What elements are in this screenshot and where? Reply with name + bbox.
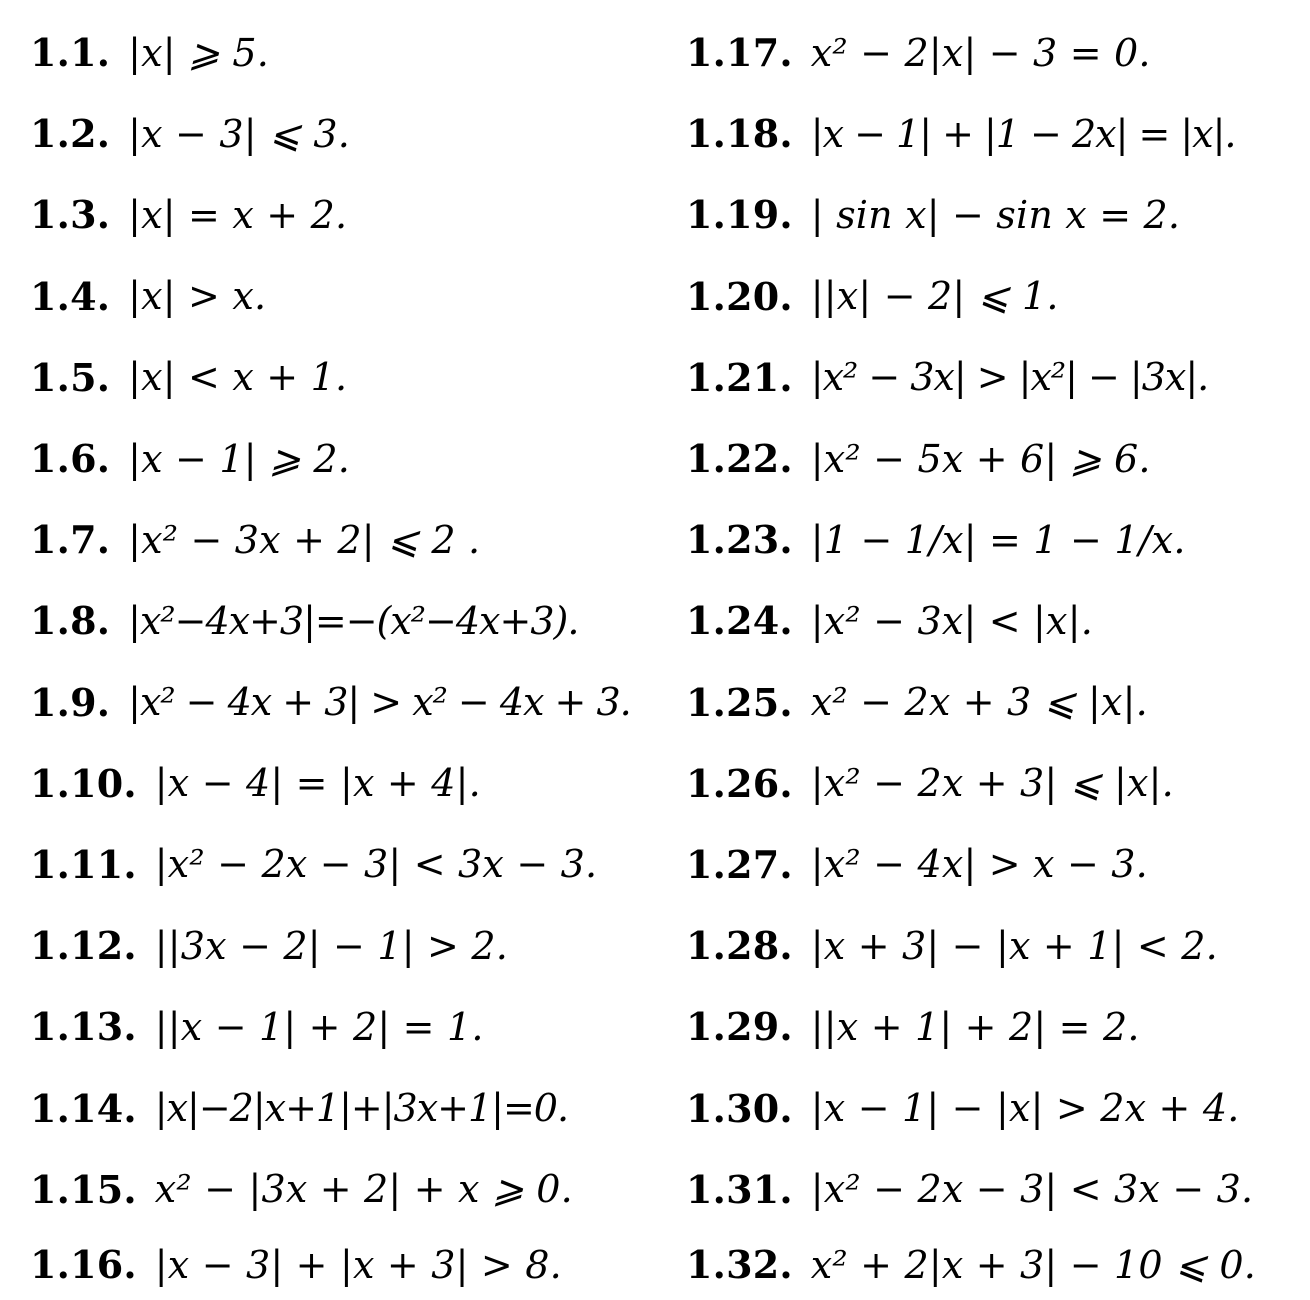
problem-number: 1.5. <box>30 354 111 400</box>
problem-item <box>30 905 680 986</box>
problem-item <box>30 256 680 337</box>
problem-item <box>30 418 680 499</box>
problem-item <box>30 743 680 824</box>
problem-expression: ||x − 1| + 2| = 1. <box>154 1004 484 1049</box>
problem-expression: |x² − 2x − 3| < 3x − 3. <box>154 842 598 887</box>
problem-number: 1.15. <box>30 1166 137 1212</box>
problem-item <box>30 93 680 174</box>
problem-item <box>686 256 1296 337</box>
problem-number: 1.14. <box>30 1085 137 1131</box>
problem-expression: | sin x| − sin x = 2. <box>810 192 1181 237</box>
problem-expression: x² + 2|x + 3| − 10 ⩽ 0. <box>810 1242 1257 1287</box>
problem-expression: |x − 1| + |1 − 2x| = |x|. <box>810 111 1236 156</box>
problem-number: 1.9. <box>30 679 111 725</box>
problem-number: 1.16. <box>30 1242 137 1288</box>
problem-item <box>30 662 680 743</box>
problem-number: 1.13. <box>30 1004 137 1050</box>
problem-number: 1.26. <box>686 760 793 806</box>
problem-item <box>686 1067 1296 1148</box>
problem-expression: x² − 2x + 3 ⩽ |x|. <box>810 680 1148 725</box>
problem-number: 1.2. <box>30 111 111 157</box>
problem-item <box>686 337 1296 418</box>
problem-number: 1.28. <box>686 923 793 969</box>
problem-item <box>686 499 1296 580</box>
problem-number: 1.30. <box>686 1085 793 1131</box>
problem-expression: |x² − 2x − 3| < 3x − 3. <box>810 1167 1254 1212</box>
problem-item <box>686 1149 1296 1230</box>
problem-number: 1.32. <box>686 1242 793 1288</box>
problem-expression: |x| < x + 1. <box>128 355 348 400</box>
problem-item <box>30 499 680 580</box>
problem-expression: |x²−4x+3|=−(x²−4x+3). <box>128 598 579 643</box>
problem-expression: |x − 3| + |x + 3| > 8. <box>154 1242 562 1287</box>
problem-number: 1.12. <box>30 923 137 969</box>
problem-number: 1.24. <box>686 598 793 644</box>
problem-number: 1.6. <box>30 436 111 482</box>
problem-number: 1.4. <box>30 273 111 319</box>
problem-number: 1.17. <box>686 30 793 76</box>
problem-item <box>686 905 1296 986</box>
problem-number: 1.27. <box>686 841 793 887</box>
problem-item <box>30 1149 680 1230</box>
problem-expression: |1 − 1/x| = 1 − 1/x. <box>810 517 1186 562</box>
problem-item <box>30 580 680 661</box>
problem-item <box>686 174 1296 255</box>
problem-expression: |x + 3| − |x + 1| < 2. <box>810 923 1218 968</box>
problem-number: 1.21. <box>686 354 793 400</box>
problem-column-right <box>686 12 1296 1300</box>
problem-expression: |x² − 4x| > x − 3. <box>810 842 1148 887</box>
problem-number: 1.20. <box>686 273 793 319</box>
problem-item <box>686 824 1296 905</box>
problem-expression: |x| > x. <box>128 274 267 319</box>
problem-expression: |x² − 5x + 6| ⩾ 6. <box>810 436 1151 481</box>
problem-number: 1.22. <box>686 436 793 482</box>
problem-item <box>686 93 1296 174</box>
problem-number: 1.3. <box>30 192 111 238</box>
problem-item <box>686 418 1296 499</box>
problem-number: 1.18. <box>686 111 793 157</box>
problem-number: 1.1. <box>30 30 111 76</box>
problem-expression: |x² − 3x| > |x²| − |3x|. <box>810 355 1209 400</box>
problem-number: 1.7. <box>30 517 111 563</box>
problem-expression: x² − |3x + 2| + x ⩾ 0. <box>154 1167 573 1212</box>
problem-expression: |x² − 2x + 3| ⩽ |x|. <box>810 761 1174 806</box>
problem-expression: |x² − 3x + 2| ⩽ 2 . <box>128 517 481 562</box>
problem-number: 1.23. <box>686 517 793 563</box>
problem-column-left <box>30 12 680 1300</box>
problem-item <box>30 337 680 418</box>
problem-expression: ||x| − 2| ⩽ 1. <box>810 274 1059 319</box>
problem-expression: |x − 4| = |x + 4|. <box>154 761 481 806</box>
problem-number: 1.31. <box>686 1166 793 1212</box>
problem-item <box>30 174 680 255</box>
problem-number: 1.19. <box>686 192 793 238</box>
problem-item <box>686 580 1296 661</box>
problem-item <box>30 1067 680 1148</box>
problem-item <box>686 662 1296 743</box>
problem-expression: x² − 2|x| − 3 = 0. <box>810 30 1151 75</box>
problem-item <box>686 986 1296 1067</box>
problem-expression: |x² − 3x| < |x|. <box>810 598 1093 643</box>
problem-item <box>30 824 680 905</box>
problem-expression: |x − 3| ⩽ 3. <box>128 111 351 156</box>
problem-item <box>686 743 1296 824</box>
problem-expression: ||x + 1| + 2| = 2. <box>810 1004 1140 1049</box>
problem-number: 1.11. <box>30 841 137 887</box>
problem-number: 1.10. <box>30 760 137 806</box>
problem-item <box>686 1230 1296 1300</box>
problem-item <box>686 12 1296 93</box>
problem-number: 1.8. <box>30 598 111 644</box>
problem-number: 1.25. <box>686 679 793 725</box>
problem-item <box>30 986 680 1067</box>
problem-expression: |x| ⩾ 5. <box>128 30 270 75</box>
problem-number: 1.29. <box>686 1004 793 1050</box>
problem-item <box>30 12 680 93</box>
problem-expression: |x|−2|x+1|+|3x+1|=0. <box>154 1086 569 1131</box>
problem-expression: |x − 1| ⩾ 2. <box>128 436 351 481</box>
problem-item <box>30 1230 680 1300</box>
problem-expression: ||3x − 2| − 1| > 2. <box>154 923 509 968</box>
problem-expression: |x − 1| − |x| > 2x + 4. <box>810 1086 1240 1131</box>
problem-expression: |x| = x + 2. <box>128 192 348 237</box>
problem-expression: |x² − 4x + 3| > x² − 4x + 3. <box>128 680 631 725</box>
